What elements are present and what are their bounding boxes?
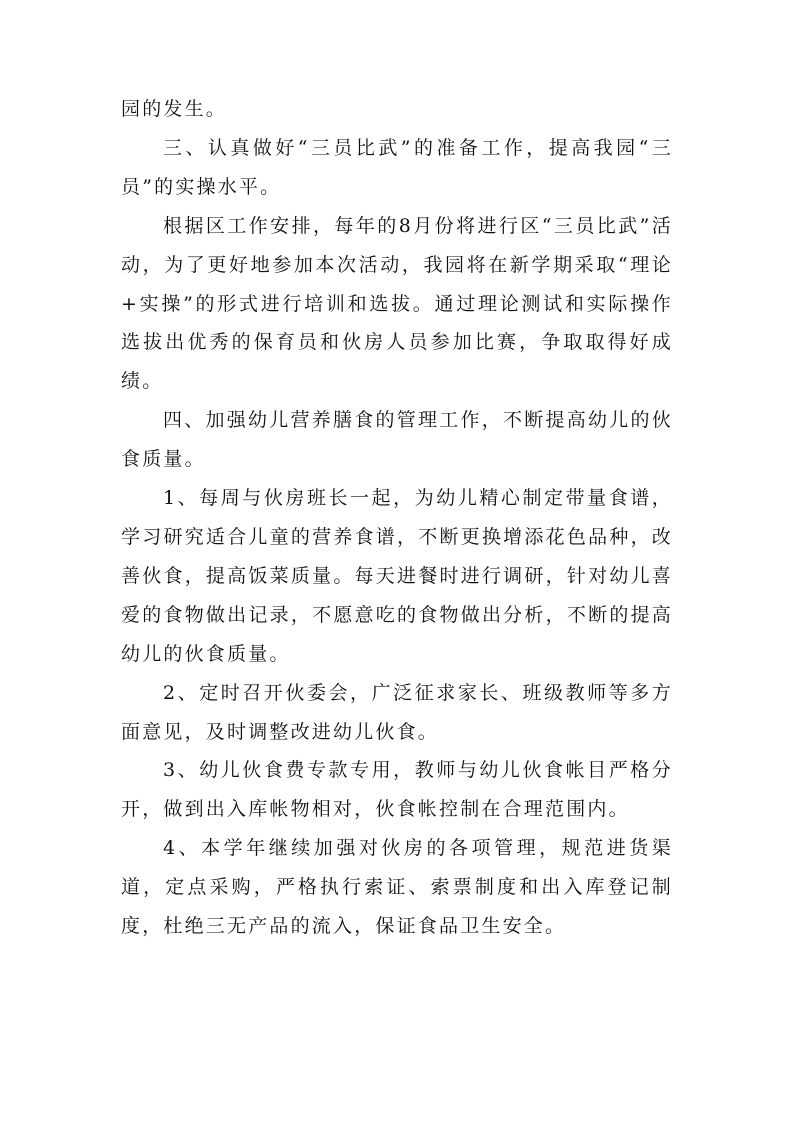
paragraph-item-1: 1、每周与伙房班长一起，为幼儿精心制定带量食谱，学习研究适合儿童的营养食谱，不断更换增添花色品种，改善伙食，提高饭菜质量。每天进餐时进行调研，针对幼儿喜爱的食物做出记录，不愿意吃的食物做出分析，不断的提高幼儿的伙食质量。	[121, 487, 673, 665]
paragraph-competition-arrangement: 根据区工作安排，每年的8月份将进行区“三员比武”活动，为了更好地参加本次活动，我园将在新学期采取“理论+实操”的形式进行培训和选拔。通过理论测试和实际操作选拔出优秀的保育员和伙房人员参加比赛，争取取得好成绩。	[121, 214, 673, 393]
paragraph-item-4: 4、本学年继续加强对伙房的各项管理，规范进货渠道，定点采购，严格执行索证、索票制度和出入库登记制度，杜绝三无产品的流入，保证食品卫生安全。	[121, 837, 673, 938]
document-body	[121, 90, 673, 946]
paragraph-item-2: 2、定时召开伙委会，广泛征求家长、班级教师等多方面意见，及时调整改进幼儿伙食。	[121, 681, 673, 743]
paragraph-item-3: 3、幼儿伙食费专款专用，教师与幼儿伙食帐目严格分开，做到出入库帐物相对，伙食帐控制在合理范围内。	[121, 759, 673, 821]
paragraph-continuation: 园的发生。	[121, 98, 228, 120]
paragraph-heading-four: 四、加强幼儿营养膳食的管理工作，不断提高幼儿的伙食质量。	[121, 409, 673, 471]
paragraph-heading-three: 三、认真做好“三员比武”的准备工作，提高我园“三员”的实操水平。	[121, 136, 673, 198]
